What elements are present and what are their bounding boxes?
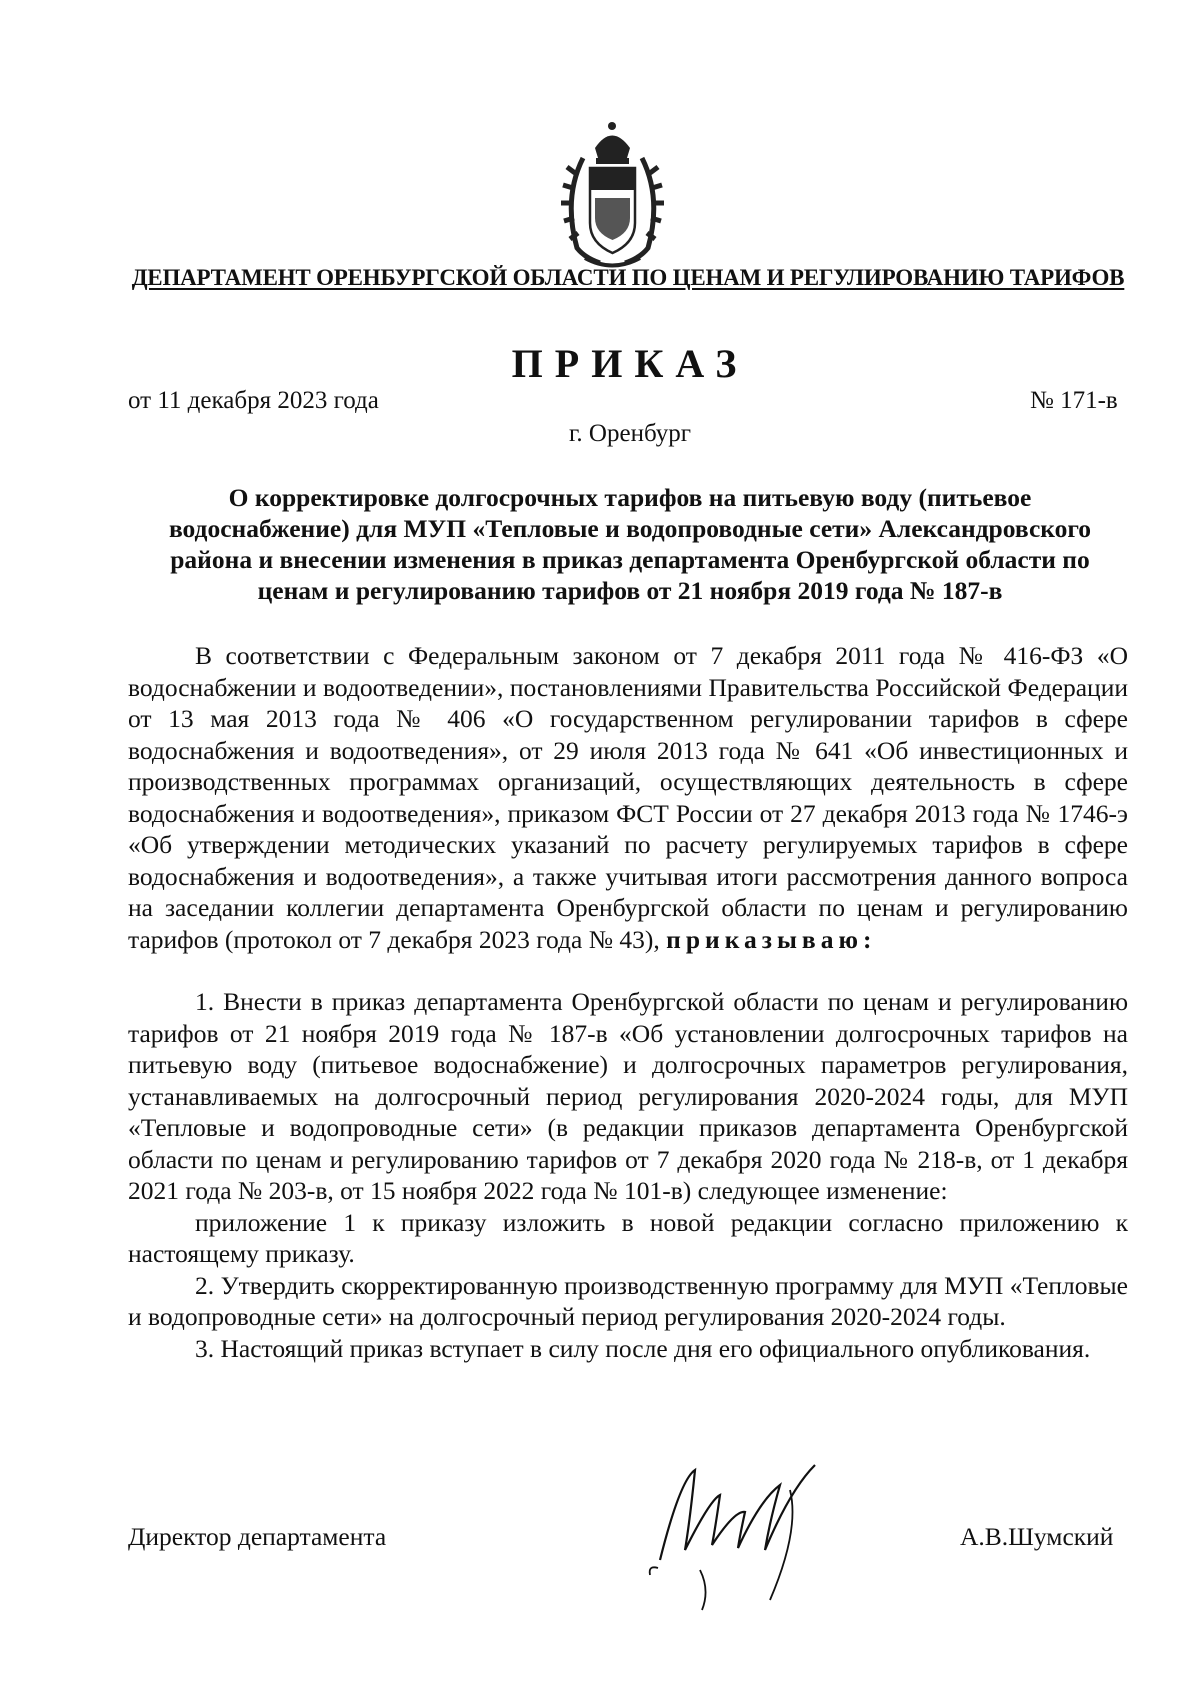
list-item: 1. Внести в приказ департамента Оренбургской области по ценам и регулированию тарифов от 21 ноября 2019 года № 187-в «Об установлении долгосрочных тарифов на питьевую воду (питьевое водоснабжение) и долгосрочных параметров регулирования, устанавливаемых на долгосрочный период регулирования 2020-2024 годы, для МУП «Тепловые и водопроводные сети» (в редакции приказов департамента Оренбургской области по ценам и регулированию тарифов от 7 декабря 2020 года № 218-в, от 1 декабря 2021 года № 203-в, от 15 ноября 2022 года № 101-в) следующее изменение: bbox=[128, 987, 1128, 1205]
list-item: 2. Утвердить скорректированную производственную программу для МУП «Тепловые и водопроводные сети» на долгосрочный период регулирования 2020-2024 годы. bbox=[128, 1270, 1128, 1331]
signatory-name: А.В.Шумский bbox=[960, 1522, 1114, 1551]
list-item: приложение 1 к приказу изложить в новой редакции согласно приложению к настоящему приказу. bbox=[128, 1207, 1128, 1268]
department-name: ДЕПАРТАМЕНТ ОРЕНБУРГСКОЙ ОБЛАСТИ ПО ЦЕНАМ И РЕГУЛИРОВАНИЮ ТАРИФОВ bbox=[131, 265, 1125, 290]
signature-icon bbox=[640, 1440, 860, 1620]
document-title: ПРИКАЗ bbox=[511, 341, 749, 386]
order-body bbox=[128, 640, 1128, 1364]
preamble-text: В соответствии с Федеральным законом от 7 декабря 2011 года № 416-ФЗ «О водоснабжении и водоотведении», постановлениями Правительства Российской Федерации от 13 мая 2013 года № 406 «О государственном регулировании тарифов в сфере водоснабжения и водоотведения», от 29 июля 2013 года № 641 «Об инвестиционных и производственных программах организаций, осуществляющих деятельность в сфере водоснабжения и водоотведения», приказом ФСТ России от 27 декабря 2013 года № 1746-э «Об утверждении методических указаний по расчету регулируемых тарифов в сфере водоснабжения и водоотведения», а также учитывая итоги рассмотрения данного вопроса на заседании коллегии департамента Оренбургской области по ценам и регулированию тарифов (протокол от 7 декабря 2023 года № 43), bbox=[128, 641, 1128, 954]
signatory-role: Директор департамента bbox=[128, 1522, 387, 1551]
order-subject: О корректировке долгосрочных тарифов на питьевую воду (питьевое водоснабжение) для МУП «Тепловые и водопроводные сети» Александровского района и внесении изменения в приказ департамента Оренбургской области по ценам и регулированию тарифов от 21 ноября 2019 года № 187-в bbox=[168, 483, 1092, 605]
order-date: от 11 декабря 2023 года bbox=[128, 387, 379, 414]
order-city: г. Оренбург bbox=[569, 420, 691, 447]
order-number: № 171-в bbox=[1030, 387, 1118, 414]
list-item: 3. Настоящий приказ вступает в силу после дня его официального опубликования. bbox=[195, 1333, 1091, 1363]
command-word: приказываю: bbox=[666, 924, 877, 954]
coat-of-arms-icon bbox=[555, 118, 670, 270]
preamble bbox=[128, 640, 1128, 955]
